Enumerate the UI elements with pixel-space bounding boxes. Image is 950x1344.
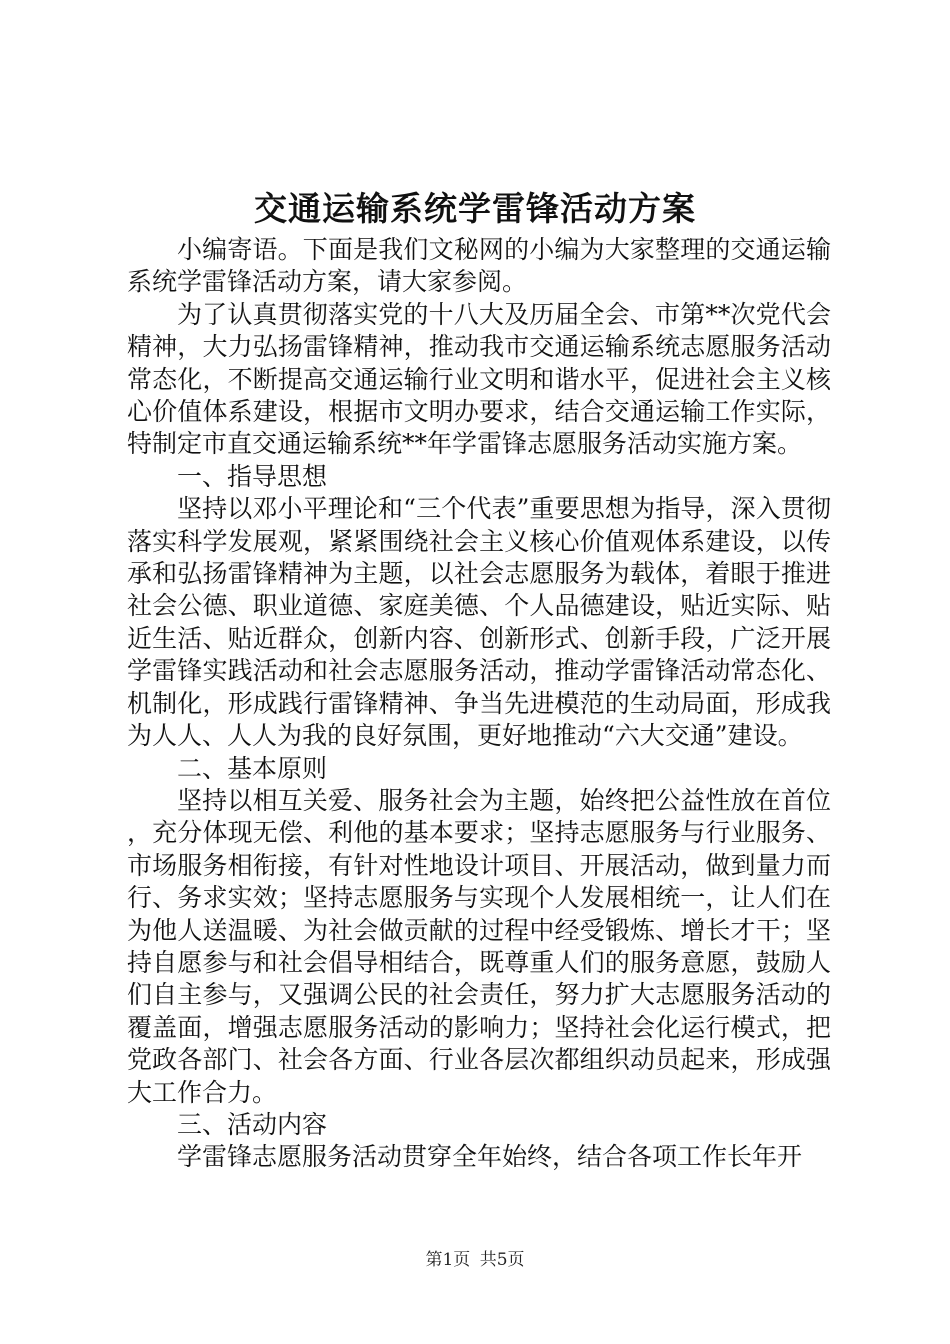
paragraph-guiding-thought: 坚持以邓小平理论和“三个代表”重要思想为指导，深入贯彻落实科学发展观，紧紧围绕社会主义核心价值观体系建设，以传承和弘扬雷锋精神为主题，以社会志愿服务为载体，着眼于推进社会公德、职业道德、家庭美德、个人品德建设，贴近实际、贴近生活、贴近群众，创新内容、创新形式、创新手段，广泛开展学雷锋实践活动和社会志愿服务活动，推动学雷锋活动常态化、机制化，形成践行雷锋精神、争当先进模范的生动局面，形成我为人人、人人为我的良好氛围，更好地推动“六大交通”建设。 bbox=[127, 494, 831, 751]
section-heading-activity-content: 三、活动内容 bbox=[177, 1109, 328, 1139]
paragraph-intro: 小编寄语。下面是我们文秘网的小编为大家整理的交通运输系统学雷锋活动方案，请大家参阅。 bbox=[127, 235, 831, 297]
document-body bbox=[127, 234, 831, 1174]
page-number: 第1页 bbox=[425, 1250, 471, 1270]
document-title: 交通运输系统学雷锋活动方案 bbox=[254, 189, 696, 228]
paragraph-purpose: 为了认真贯彻落实党的十八大及历届全会、市第**次党代会精神，大力弘扬雷锋精神，推动我市交通运输系统志愿服务活动常态化，不断提高交通运输行业文明和谐水平，促进社会主义核心价值体系建设，根据市文明办要求，结合交通运输工作实际，特制定市直交通运输系统**年学雷锋志愿服务活动实施方案。 bbox=[127, 299, 831, 459]
page-total: 共5页 bbox=[479, 1250, 525, 1270]
page-footer bbox=[0, 1248, 950, 1272]
section-heading-guiding-thought: 一、指导思想 bbox=[177, 461, 328, 491]
section-heading-basic-principles: 二、基本原则 bbox=[177, 753, 328, 783]
paragraph-basic-principles: 坚持以相互关爱、服务社会为主题，始终把公益性放在首位，充分体现无偿、利他的基本要求；坚持志愿服务与行业服务、市场服务相衔接，有针对性地设计项目、开展活动，做到量力而行、务求实效；坚持志愿服务与实现个人发展相统一，让人们在为他人送温暖、为社会做贡献的过程中经受锻炼、增长才干；坚持自愿参与和社会倡导相结合，既尊重人们的服务意愿，鼓励人们自主参与，又强调公民的社会责任，努力扩大志愿服务活动的覆盖面，增强志愿服务活动的影响力；坚持社会化运行模式，把党政各部门、社会各方面、行业各层次都组织动员起来，形成强大工作合力。 bbox=[127, 785, 831, 1107]
paragraph-activity-content: 学雷锋志愿服务活动贯穿全年始终，结合各项工作长年开 bbox=[177, 1142, 803, 1172]
